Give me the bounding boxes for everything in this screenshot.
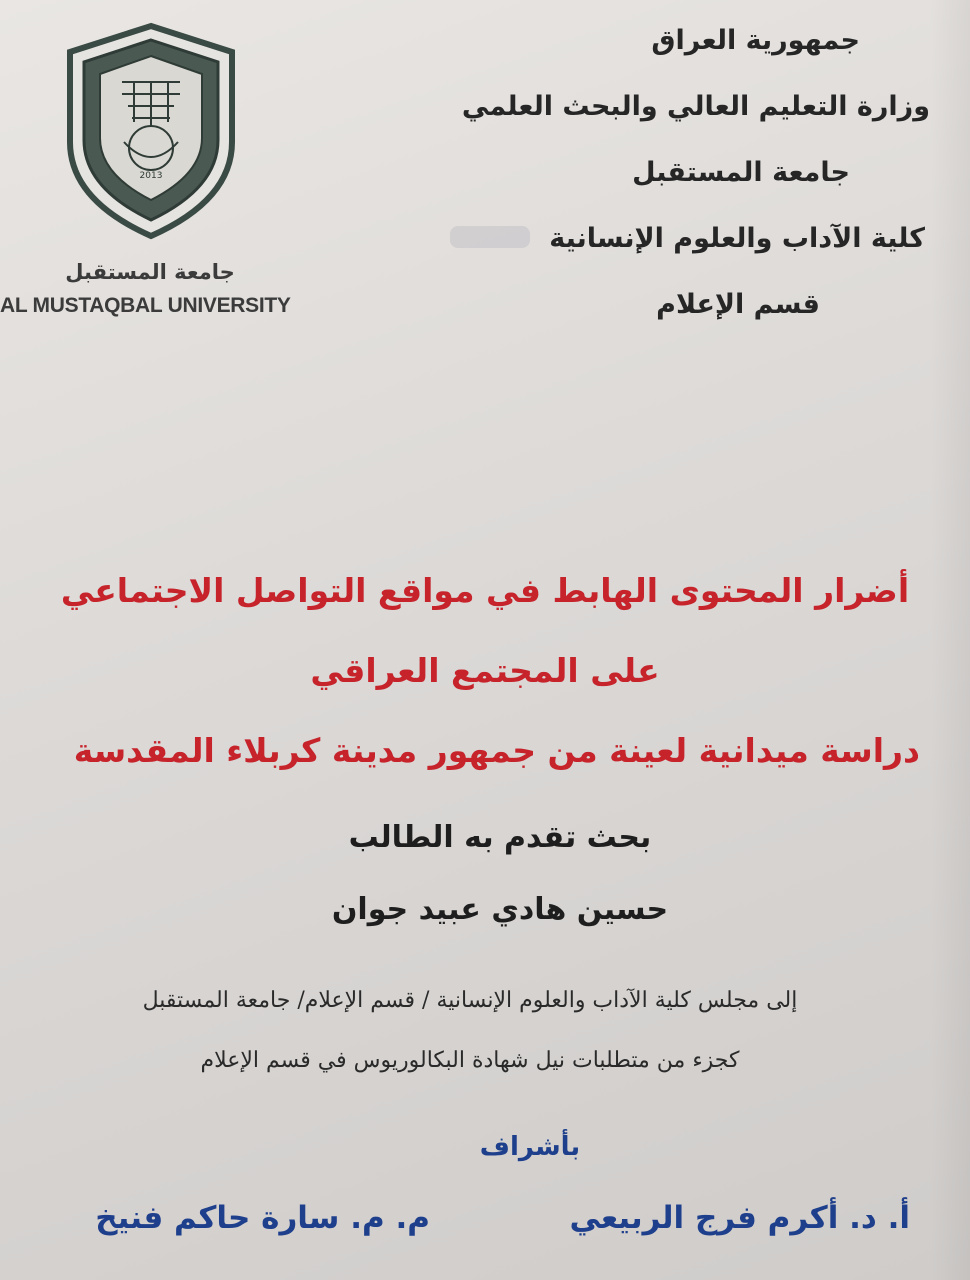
submission-line-1: إلى مجلس كلية الآداب والعلوم الإنسانية / قسم الإعلام/ جامعة المستقبل — [142, 988, 798, 1013]
logo-english-name: AL MUSTAQBAL UNIVERSITY — [0, 294, 291, 317]
research-title — [40, 560, 930, 800]
page-shadow — [930, 0, 970, 1280]
title-line-1: أضرار المحتوى الهابط في مواقع التواصل الاجتماعي — [60, 571, 910, 610]
header-department: قسم الإعلام — [656, 289, 820, 320]
header-college: كلية الآداب والعلوم الإنسانية — [549, 223, 925, 254]
supervisor-1: أ. د. أكرم فرج الربيعي — [569, 1200, 910, 1236]
header-country: جمهورية العراق — [651, 25, 860, 56]
logo-arabic-name: جامعة المستقبل — [65, 260, 235, 284]
header-ministry: وزارة التعليم العالي والبحث العلمي — [461, 91, 930, 122]
student-intro: بحث تقدم به الطالب — [348, 820, 652, 855]
student-name: حسين هادي عبيد جوان — [331, 892, 669, 927]
title-line-3: دراسة ميدانية لعينة من جمهور مدينة كربلاء المقدسة — [73, 731, 920, 770]
supervisor-2: م. م. سارة حاكم فنيخ — [95, 1200, 430, 1236]
header-university: جامعة المستقبل — [632, 157, 850, 188]
title-line-2: على المجتمع العراقي — [310, 651, 660, 690]
university-logo — [62, 22, 240, 240]
svg-text:2013: 2013 — [139, 171, 163, 181]
supervision-label: بأشراف — [479, 1132, 581, 1162]
supervisors — [60, 1200, 910, 1260]
institution-header — [461, 18, 930, 348]
submission-line-2: كجزء من متطلبات نيل شهادة البكالوريوس في قسم الإعلام — [200, 1048, 740, 1073]
